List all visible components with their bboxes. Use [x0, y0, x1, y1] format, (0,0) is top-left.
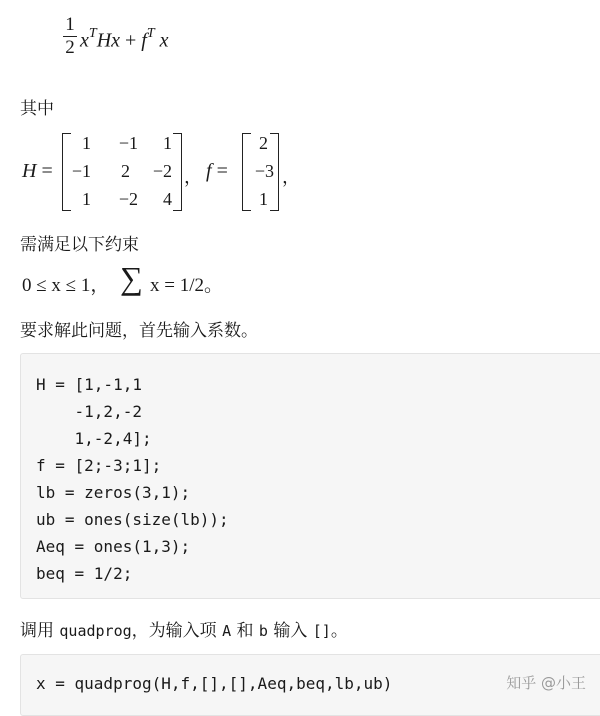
- matrix-h-cell: 2: [121, 161, 130, 181]
- matrix-h-cell: 1: [82, 133, 91, 153]
- objective-transpose: T: [88, 26, 97, 41]
- constraints-intro-text: 需满足以下约束: [20, 235, 139, 255]
- objective-f: f: [141, 29, 147, 52]
- objective-x: x: [80, 29, 89, 52]
- matrix-h-cell: 4: [163, 189, 172, 209]
- call-and: 和: [231, 621, 259, 641]
- call-func: quadprog: [59, 622, 132, 640]
- matrix-h-cell: −2: [152, 161, 172, 181]
- bounds-constraint: 0 ≤ x ≤ 1，: [22, 275, 110, 296]
- matrix-h-name: H: [22, 160, 37, 182]
- objective-x2: x: [154, 29, 169, 52]
- matrix-h-cell: −1: [118, 133, 138, 153]
- vector-f-label: [206, 160, 228, 183]
- code-line: 1,-2,4];: [36, 429, 152, 448]
- where-text: 其中: [20, 99, 54, 119]
- matrix-h-equals: =: [36, 160, 53, 182]
- vector-f-equals: =: [211, 160, 228, 182]
- objective-fraction: [62, 16, 78, 57]
- call-empty: []: [312, 622, 331, 640]
- task-text: 要求解此问题，首先输入系数。: [20, 321, 258, 341]
- sum-sigma: ∑: [120, 260, 143, 296]
- matrix-h-cell: 1: [82, 189, 91, 209]
- watermark: 知乎 @小王: [506, 674, 586, 692]
- code-line: x = quadprog(H,f,[],[],Aeq,beq,lb,ub): [36, 674, 393, 693]
- code-line: beq = 1/2;: [36, 564, 133, 583]
- matrix-h-separator: ，: [184, 167, 202, 187]
- sum-constraint: x = 1/2。: [150, 275, 223, 296]
- code-line: H = [1,-1,1: [36, 375, 142, 394]
- objective-plus: +: [120, 29, 142, 52]
- vector-f-cell: 1: [259, 189, 268, 209]
- call-end: 。: [330, 621, 348, 641]
- code-line: Aeq = ones(1,3);: [36, 537, 191, 556]
- code-line: -1,2,-2: [36, 402, 142, 421]
- code-line: lb = zeros(3,1);: [36, 483, 191, 502]
- objective-hx: Hx: [96, 29, 121, 52]
- matrix-h-cell: 1: [163, 133, 172, 153]
- vector-f-right-bracket: [270, 133, 279, 211]
- fraction-numerator: 1: [65, 14, 75, 35]
- vector-f-name: f: [206, 160, 212, 182]
- vector-f-cell: −3: [254, 161, 274, 181]
- call-a: A: [222, 622, 232, 640]
- objective-f-transpose: T: [146, 26, 155, 41]
- call-b: b: [258, 622, 268, 640]
- call-input: 输入: [267, 621, 313, 641]
- call-mid: ，为输入项: [131, 621, 223, 641]
- objective-formula: [80, 28, 169, 53]
- code-line: ub = ones(size(lb));: [36, 510, 229, 529]
- call-prefix: 调用: [20, 621, 60, 641]
- vector-f-separator: ，: [282, 167, 300, 187]
- matrix-h-cell: −2: [118, 189, 138, 209]
- matrix-h-label: [22, 160, 53, 183]
- fraction-denominator: 2: [65, 37, 75, 58]
- code-line: f = [2;-3;1];: [36, 456, 162, 475]
- code-block-coefficients: [20, 353, 600, 599]
- vector-f-cell: 2: [259, 133, 268, 153]
- call-description: [20, 616, 348, 641]
- matrix-h-cell: −1: [71, 161, 91, 181]
- code-block-coefficients-content: [21, 354, 600, 587]
- matrix-h-right-bracket: [173, 133, 182, 211]
